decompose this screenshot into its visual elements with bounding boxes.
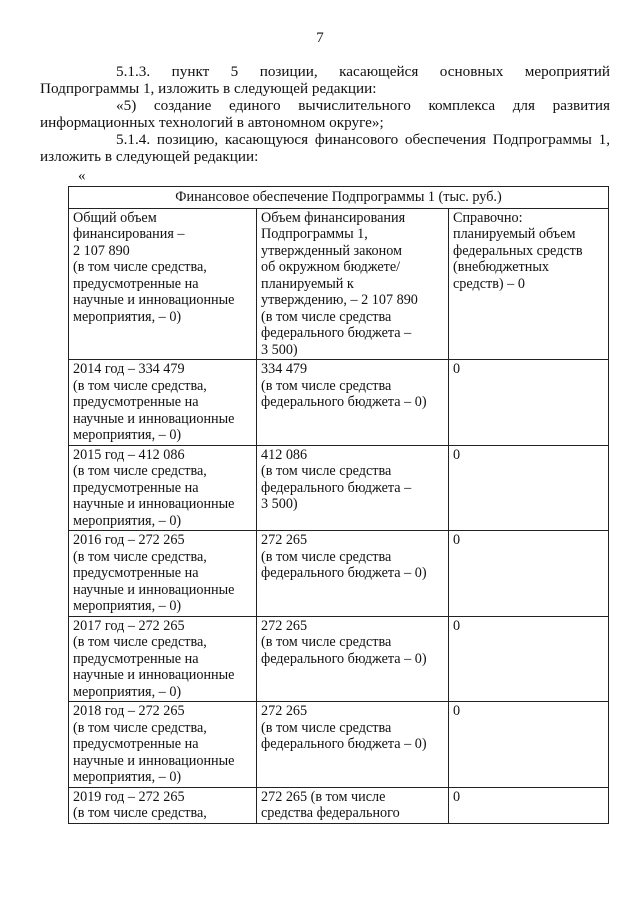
table-cell-col1 [69,445,257,531]
cell-line: Объем финансирования [261,209,406,226]
table-cell-col2 [257,616,449,702]
cell-line: (в том числе средства, [73,719,207,736]
cell-line: федерального бюджета – 0) [261,565,427,581]
cell-line: 272 265 [261,703,308,719]
table-cell-col3 [449,702,609,788]
cell-line: предусмотренные на [73,565,199,581]
cell-line: 0 [453,703,461,719]
cell-line: 3 500) [261,341,298,358]
cell-line: 2014 год – 334 479 [73,361,185,377]
table-cell-col1 [69,616,257,702]
text-line: изложить в следующей редакции: [40,148,259,165]
table-header-row [69,208,609,360]
header-federal-reference [449,208,609,360]
cell-line: утверждению, – 2 107 890 [261,292,418,308]
cell-line: научные и инновационные [73,410,235,427]
cell-line: средства федерального [261,805,400,821]
cell-line: 2016 год – 272 265 [73,532,185,548]
text-line: 5.1.3. пункт 5 позиции, касающейся основных мероприятий [116,63,610,80]
table-cell-col1 [69,702,257,788]
cell-line: федерального бюджета – 0) [261,394,427,410]
cell-line: мероприятия, – 0) [73,598,182,614]
cell-line: Общий объем [73,209,157,226]
table-cell-col3 [449,360,609,446]
cell-line: 2017 год – 272 265 [73,617,185,634]
cell-line: научные и инновационные [73,667,235,683]
cell-line: 3 500) [261,496,298,512]
cell-line: утвержденный законом [261,242,403,259]
cell-line: предусмотренные на [73,275,199,292]
cell-line: предусмотренные на [73,479,199,496]
cell-line: (в том числе средства, [73,805,207,821]
table-cell-col3 [449,616,609,702]
cell-line: 272 265 (в том числе [261,788,386,805]
table-cell-col1 [69,787,257,823]
table-cell-col1 [69,531,257,617]
cell-line: 2 107 890 [73,242,130,259]
table-row [69,787,609,823]
financing-table [68,186,609,824]
cell-line: мероприятия, – 0) [73,427,182,443]
cell-line: 2019 год – 272 265 [73,788,185,805]
cell-line: мероприятия, – 0) [73,512,182,529]
cell-line: финансирования – [73,226,185,242]
paragraph-item-5 [40,97,610,131]
cell-line: научные и инновационные [73,581,235,598]
table-row [69,702,609,788]
text-line: информационных технологий в автономном округе»; [40,114,384,131]
cell-line: Подпрограммы 1, [261,226,368,242]
header-total-financing [69,208,257,360]
cell-line: (в том числе средства [261,634,392,650]
cell-line: об окружном бюджете/ [261,259,401,275]
cell-line: федеральных средств [453,242,583,259]
table-row [69,445,609,531]
cell-line: мероприятия, – 0) [73,683,182,700]
cell-line: (в том числе средства [261,548,392,565]
cell-line: 2015 год – 412 086 [73,446,185,463]
table-caption-row [69,187,609,209]
cell-line: федерального бюджета – [261,479,412,496]
cell-line: 0 [453,788,461,805]
cell-line: (внебюджетных [453,259,549,275]
text-line: 5.1.4. позицию, касающуюся финансового обеспечения Подпрограммы 1, [116,131,610,148]
cell-line: (в том числе средства [261,308,392,325]
cell-line: федерального бюджета – 0) [261,736,427,752]
table-cell-col2 [257,360,449,446]
text-line: Подпрограммы 1, изложить в следующей редакции: [40,80,377,97]
cell-line: 0 [453,446,461,463]
cell-line: 2018 год – 272 265 [73,703,185,719]
text-line: «5) создание единого вычислительного комплекса для развития [116,97,610,114]
cell-line: предусмотренные на [73,650,199,667]
paragraph-5-1-4 [40,131,610,165]
cell-line: предусмотренные на [73,736,199,752]
cell-line: научные и инновационные [73,496,235,512]
table-cell-col2 [257,702,449,788]
cell-line: (в том числе средства, [73,634,207,650]
cell-line: (в том числе средства [261,719,392,736]
cell-line: предусмотренные на [73,394,199,410]
table-caption: Финансовое обеспечение Подпрограммы 1 (тыс. руб.) [69,187,609,209]
page-number: 7 [316,30,324,46]
cell-line: федерального бюджета – 0) [261,650,427,667]
opening-quote: « [78,168,86,184]
cell-line: 0 [453,361,461,377]
cell-line: (в том числе средства, [73,259,207,275]
cell-line: (в том числе средства [261,463,392,479]
cell-line: (в том числе средства, [73,463,207,479]
cell-line: (в том числе средства, [73,548,207,565]
table-cell-col2 [257,531,449,617]
table-cell-col3 [449,445,609,531]
body-text [40,63,610,165]
cell-line: федерального бюджета – [261,325,412,341]
header-subprogram-volume [257,208,449,360]
table-cell-col2 [257,445,449,531]
table-cell-col3 [449,787,609,823]
table-row [69,531,609,617]
paragraph-5-1-3 [40,63,610,97]
cell-line: (в том числе средства [261,377,392,394]
table-cell-col2 [257,787,449,823]
cell-line: 412 086 [261,446,308,463]
cell-line: мероприятия, – 0) [73,308,182,325]
table-cell-col1 [69,360,257,446]
cell-line: 272 265 [261,532,308,548]
cell-line: 272 265 [261,617,308,634]
cell-line: 0 [453,532,461,548]
cell-line: научные и инновационные [73,292,235,308]
cell-line: 334 479 [261,361,308,377]
table-row [69,360,609,446]
table-row [69,616,609,702]
cell-line: научные и инновационные [73,752,235,769]
cell-line: (в том числе средства, [73,377,207,394]
cell-line: мероприятия, – 0) [73,769,182,785]
cell-line: планируемый объем [453,226,576,242]
cell-line: средств) – 0 [453,275,525,292]
table-cell-col3 [449,531,609,617]
cell-line: 0 [453,617,461,634]
cell-line: Справочно: [453,209,523,226]
cell-line: планируемый к [261,275,354,292]
